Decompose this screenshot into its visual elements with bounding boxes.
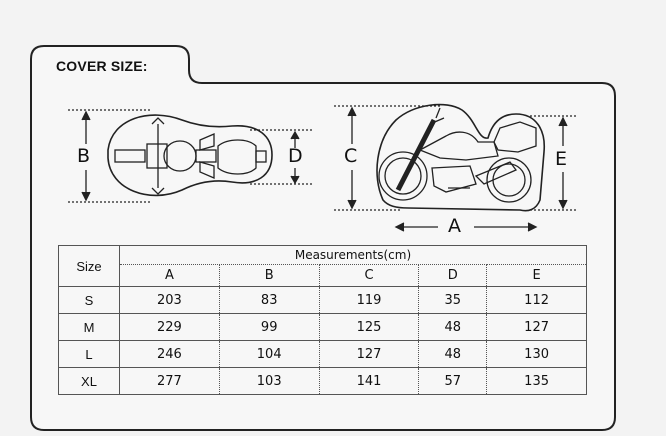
value-cell: 104 [219,341,319,368]
page-title: COVER SIZE: [56,58,148,74]
value-cell: 48 [419,341,487,368]
value-cell: 112 [487,287,587,314]
value-cell: 246 [120,341,220,368]
value-cell: 130 [487,341,587,368]
table-header-row [59,246,587,265]
size-cell: L [59,341,120,368]
table-row [59,368,587,395]
table-row [59,287,587,314]
table-row [59,314,587,341]
value-cell: 127 [319,341,419,368]
column-header-d: D [419,265,487,287]
value-cell: 125 [319,314,419,341]
value-cell: 229 [120,314,220,341]
value-cell: 203 [120,287,220,314]
measurements-header: Measurements(cm) [120,246,587,265]
dimension-label-c: C [344,145,358,167]
size-cell: S [59,287,120,314]
value-cell: 141 [319,368,419,395]
value-cell: 103 [219,368,319,395]
size-table [58,245,587,395]
value-cell: 35 [419,287,487,314]
dimension-label-b: B [77,145,91,167]
table-row [59,341,587,368]
value-cell: 83 [219,287,319,314]
value-cell: 99 [219,314,319,341]
size-cell: M [59,314,120,341]
value-cell: 48 [419,314,487,341]
column-header-a: A [120,265,220,287]
value-cell: 135 [487,368,587,395]
size-column-header: Size [59,246,120,287]
dimension-label-d: D [288,145,303,167]
size-cell: XL [59,368,120,395]
value-cell: 127 [487,314,587,341]
value-cell: 57 [419,368,487,395]
dimension-label-a: A [448,215,461,237]
column-label-row [59,265,587,287]
column-header-e: E [487,265,587,287]
value-cell: 277 [120,368,220,395]
value-cell: 119 [319,287,419,314]
column-header-c: C [319,265,419,287]
column-header-b: B [219,265,319,287]
dimension-label-e: E [555,148,568,170]
